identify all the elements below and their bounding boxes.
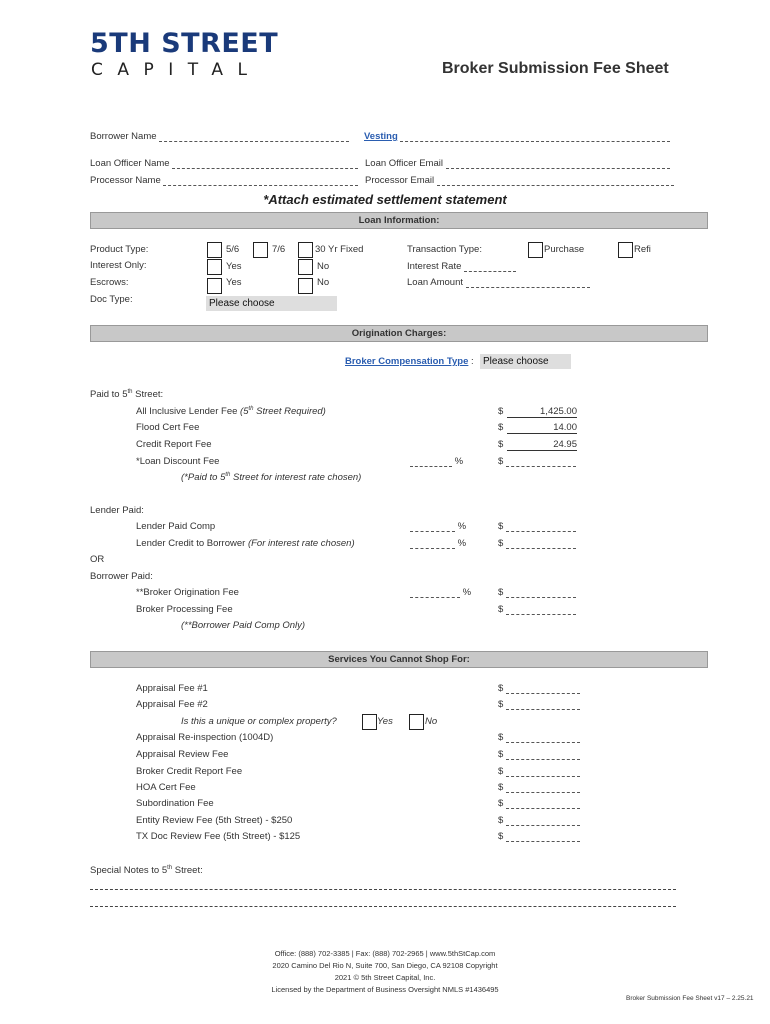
product-56-checkbox[interactable] bbox=[207, 242, 222, 258]
unique-no-checkbox[interactable] bbox=[409, 714, 424, 730]
interest-rate-label: Interest Rate bbox=[407, 261, 462, 272]
interest-only-yes-checkbox[interactable] bbox=[207, 259, 222, 275]
broker-processing-amount-field[interactable] bbox=[506, 614, 576, 615]
escrows-yes-label: Yes bbox=[226, 277, 242, 288]
loan-amount-field[interactable] bbox=[466, 287, 590, 288]
escrows-label: Escrows: bbox=[90, 277, 129, 288]
processor-email-field[interactable] bbox=[437, 185, 674, 186]
percent-sign: % bbox=[457, 538, 467, 549]
dollar-sign: $ bbox=[498, 766, 504, 777]
all-inclusive-fee-value[interactable]: 1,425.00 bbox=[507, 406, 577, 418]
refi-label: Refi bbox=[634, 244, 651, 255]
appraisal-fee-1-row bbox=[498, 683, 580, 694]
subordination-field[interactable] bbox=[506, 808, 580, 809]
loan-discount-percent-row bbox=[410, 456, 463, 467]
dollar-sign: $ bbox=[498, 422, 504, 433]
dollar-sign: $ bbox=[498, 587, 504, 598]
processor-name-label: Processor Name bbox=[90, 175, 161, 186]
subordination-row bbox=[498, 798, 580, 809]
or-label: OR bbox=[90, 554, 105, 565]
product-76-checkbox[interactable] bbox=[253, 242, 268, 258]
all-inclusive-text: All Inclusive Lender Fee bbox=[136, 406, 241, 418]
dollar-sign: $ bbox=[498, 456, 504, 467]
product-56-label: 5/6 bbox=[226, 244, 240, 255]
notes-suffix: Street: bbox=[172, 865, 203, 877]
vesting-row bbox=[364, 131, 670, 142]
reinspection-label: Appraisal Re-inspection (1004D) bbox=[136, 732, 274, 743]
dollar-sign: $ bbox=[498, 538, 504, 549]
broker-origination-amount-field[interactable] bbox=[506, 597, 576, 598]
escrows-no-checkbox[interactable] bbox=[298, 278, 313, 294]
paid-to-5th-note bbox=[181, 472, 361, 483]
lender-credit-note: (For interest rate chosen) bbox=[247, 538, 355, 549]
appraisal-review-row bbox=[498, 749, 580, 760]
hoa-cert-field[interactable] bbox=[506, 792, 580, 793]
processor-email-row bbox=[365, 175, 674, 186]
paid-to-sup: th bbox=[127, 389, 133, 395]
vesting-link[interactable]: Vesting bbox=[364, 131, 398, 142]
borrower-paid-heading: Borrower Paid: bbox=[90, 571, 153, 582]
loan-officer-name-label: Loan Officer Name bbox=[90, 158, 170, 169]
appraisal-fee-1-label: Appraisal Fee #1 bbox=[136, 683, 208, 694]
broker-origination-label: **Broker Origination Fee bbox=[136, 587, 239, 598]
all-inclusive-note-b: Street Required) bbox=[253, 406, 326, 418]
page-title: Broker Submission Fee Sheet bbox=[442, 60, 669, 77]
broker-comp-colon: : bbox=[471, 356, 474, 367]
lender-credit-label bbox=[136, 538, 355, 549]
hoa-cert-row bbox=[498, 782, 580, 793]
entity-review-row bbox=[498, 815, 580, 826]
special-notes-line-2[interactable] bbox=[90, 906, 676, 907]
broker-processing-amount-row bbox=[498, 604, 576, 615]
loan-officer-name-row bbox=[90, 158, 358, 169]
hoa-cert-label: HOA Cert Fee bbox=[136, 782, 196, 793]
all-inclusive-fee-label bbox=[136, 406, 326, 417]
purchase-label: Purchase bbox=[544, 244, 585, 255]
lender-paid-comp-percent-row bbox=[410, 521, 466, 532]
credit-report-value[interactable]: 24.95 bbox=[507, 439, 577, 451]
company-logo-bottom: CAPITAL bbox=[91, 60, 262, 80]
product-30yr-checkbox[interactable] bbox=[298, 242, 313, 258]
attach-settlement-note: *Attach estimated settlement statement bbox=[263, 192, 507, 207]
interest-rate-row bbox=[407, 261, 516, 272]
special-notes-label bbox=[90, 865, 203, 876]
escrows-no-label: No bbox=[317, 277, 330, 288]
flood-cert-label: Flood Cert Fee bbox=[136, 422, 200, 433]
footer-contact: Office: (888) 702-3385 | Fax: (888) 702-2965 | www.5thStCap.com bbox=[274, 949, 496, 958]
interest-only-no-label: No bbox=[317, 261, 330, 272]
paid-to-5th-heading bbox=[90, 389, 163, 400]
broker-comp-type-select[interactable]: Please choose bbox=[480, 354, 571, 369]
lender-paid-comp-label: Lender Paid Comp bbox=[136, 521, 216, 532]
paid-note-sup: th bbox=[225, 472, 231, 478]
broker-credit-report-field[interactable] bbox=[506, 776, 580, 777]
appraisal-fee-2-field[interactable] bbox=[506, 709, 580, 710]
appraisal-fee-2-label: Appraisal Fee #2 bbox=[136, 699, 208, 710]
borrower-paid-note: (**Borrower Paid Comp Only) bbox=[181, 620, 306, 631]
lender-paid-comp-amount-field[interactable] bbox=[506, 531, 576, 532]
dollar-sign: $ bbox=[498, 831, 504, 842]
footer-copyright: 2021 © 5th Street Capital, Inc. bbox=[334, 973, 436, 982]
refi-checkbox[interactable] bbox=[618, 242, 633, 258]
origination-charges-heading: Origination Charges: bbox=[90, 325, 708, 342]
loan-officer-email-label: Loan Officer Email bbox=[365, 158, 443, 169]
services-heading: Services You Cannot Shop For: bbox=[90, 651, 708, 668]
dollar-sign: $ bbox=[498, 749, 504, 760]
tx-doc-review-row bbox=[498, 831, 580, 842]
loan-amount-label: Loan Amount bbox=[407, 277, 463, 288]
dollar-sign: $ bbox=[498, 798, 504, 809]
interest-only-label: Interest Only: bbox=[90, 260, 147, 271]
notes-prefix: Special Notes to 5 bbox=[90, 865, 168, 877]
interest-only-yes-label: Yes bbox=[226, 261, 242, 272]
doc-type-label: Doc Type: bbox=[90, 294, 133, 305]
lender-credit-amount-field[interactable] bbox=[506, 548, 576, 549]
lender-paid-comp-amount-row bbox=[498, 521, 576, 532]
processor-name-row bbox=[90, 175, 358, 186]
appraisal-review-field[interactable] bbox=[506, 759, 580, 760]
loan-officer-email-field[interactable] bbox=[446, 168, 670, 169]
product-type-label: Product Type: bbox=[90, 244, 149, 255]
dollar-sign: $ bbox=[498, 782, 504, 793]
broker-credit-report-row bbox=[498, 766, 580, 777]
footer-version: Broker Submission Fee Sheet v17 – 2.25.21 bbox=[626, 995, 754, 1002]
broker-comp-type-link[interactable]: Broker Compensation Type bbox=[345, 356, 469, 367]
borrower-name-field[interactable] bbox=[159, 141, 349, 142]
interest-rate-field[interactable] bbox=[464, 271, 516, 272]
product-76-label: 7/6 bbox=[272, 244, 286, 255]
paid-note-b: Street for interest rate chosen) bbox=[230, 472, 362, 484]
flood-cert-value[interactable]: 14.00 bbox=[507, 422, 577, 434]
dollar-sign: $ bbox=[498, 699, 504, 710]
reinspection-field[interactable] bbox=[506, 742, 580, 743]
vesting-field[interactable] bbox=[400, 141, 670, 142]
unique-yes-checkbox[interactable] bbox=[362, 714, 377, 730]
broker-origination-percent-field[interactable] bbox=[410, 597, 460, 598]
broker-processing-label: Broker Processing Fee bbox=[136, 604, 233, 615]
doc-type-select[interactable]: Please choose bbox=[206, 296, 337, 311]
paid-to-suffix: Street: bbox=[132, 389, 164, 401]
loan-officer-name-field[interactable] bbox=[172, 168, 358, 169]
broker-credit-report-label: Broker Credit Report Fee bbox=[136, 766, 243, 777]
broker-origination-percent-row bbox=[410, 587, 471, 598]
dollar-sign: $ bbox=[498, 815, 504, 826]
lender-paid-comp-percent-field[interactable] bbox=[410, 531, 455, 532]
unique-yes-label: Yes bbox=[377, 716, 393, 727]
lender-paid-heading: Lender Paid: bbox=[90, 505, 144, 516]
escrows-yes-checkbox[interactable] bbox=[207, 278, 222, 294]
all-inclusive-sup: th bbox=[248, 406, 254, 412]
lender-credit-percent-field[interactable] bbox=[410, 548, 455, 549]
broker-comp-type-row bbox=[345, 356, 474, 367]
reinspection-row bbox=[498, 732, 580, 743]
paid-note-a: (*Paid to 5 bbox=[181, 472, 226, 484]
unique-property-question: Is this a unique or complex property? bbox=[181, 716, 337, 727]
entity-review-field[interactable] bbox=[506, 825, 580, 826]
footer-address: 2020 Camino Del Rio N, Suite 700, San Diego, CA 92108 Copyright bbox=[272, 961, 498, 970]
percent-sign: % bbox=[454, 456, 464, 467]
appraisal-review-label: Appraisal Review Fee bbox=[136, 749, 229, 760]
product-30yr-label: 30 Yr Fixed bbox=[315, 244, 364, 255]
dollar-sign: $ bbox=[498, 439, 504, 450]
broker-origination-amount-row bbox=[498, 587, 576, 598]
transaction-type-label: Transaction Type: bbox=[407, 244, 482, 255]
processor-email-label: Processor Email bbox=[365, 175, 435, 186]
appraisal-fee-1-field[interactable] bbox=[506, 693, 580, 694]
loan-discount-percent-field[interactable] bbox=[410, 466, 452, 467]
purchase-checkbox[interactable] bbox=[528, 242, 543, 258]
dollar-sign: $ bbox=[498, 604, 504, 615]
special-notes-line-1[interactable] bbox=[90, 889, 676, 890]
notes-sup: th bbox=[167, 865, 173, 871]
loan-amount-row bbox=[407, 277, 590, 288]
footer-license: Licensed by the Department of Business Oversight NMLS #1436495 bbox=[271, 985, 499, 994]
lender-credit-amount-row bbox=[498, 538, 576, 549]
percent-sign: % bbox=[457, 521, 467, 532]
dollar-sign: $ bbox=[498, 406, 504, 417]
all-inclusive-note-a: (5 bbox=[240, 406, 249, 418]
loan-officer-email-row bbox=[365, 158, 670, 169]
paid-to-prefix: Paid to 5 bbox=[90, 389, 128, 401]
entity-review-label: Entity Review Fee (5th Street) - $250 bbox=[136, 815, 293, 826]
appraisal-fee-2-row bbox=[498, 699, 580, 710]
dollar-sign: $ bbox=[498, 732, 504, 743]
borrower-name-row bbox=[90, 131, 349, 142]
tx-doc-review-label: TX Doc Review Fee (5th Street) - $125 bbox=[136, 831, 301, 842]
borrower-name-label: Borrower Name bbox=[90, 131, 157, 142]
processor-name-field[interactable] bbox=[163, 185, 358, 186]
unique-no-label: No bbox=[425, 716, 438, 727]
tx-doc-review-field[interactable] bbox=[506, 841, 580, 842]
loan-discount-label: *Loan Discount Fee bbox=[136, 456, 220, 467]
loan-discount-amount-field[interactable] bbox=[506, 466, 576, 467]
credit-report-label: Credit Report Fee bbox=[136, 439, 212, 450]
loan-information-heading: Loan Information: bbox=[90, 212, 708, 229]
company-logo-top: 5TH STREET bbox=[90, 28, 279, 59]
lender-credit-percent-row bbox=[410, 538, 466, 549]
subordination-label: Subordination Fee bbox=[136, 798, 214, 809]
interest-only-no-checkbox[interactable] bbox=[298, 259, 313, 275]
lender-credit-text: Lender Credit to Borrower bbox=[136, 538, 248, 549]
percent-sign: % bbox=[462, 587, 472, 598]
dollar-sign: $ bbox=[498, 521, 504, 532]
loan-discount-amount-row bbox=[498, 456, 576, 467]
dollar-sign: $ bbox=[498, 683, 504, 694]
